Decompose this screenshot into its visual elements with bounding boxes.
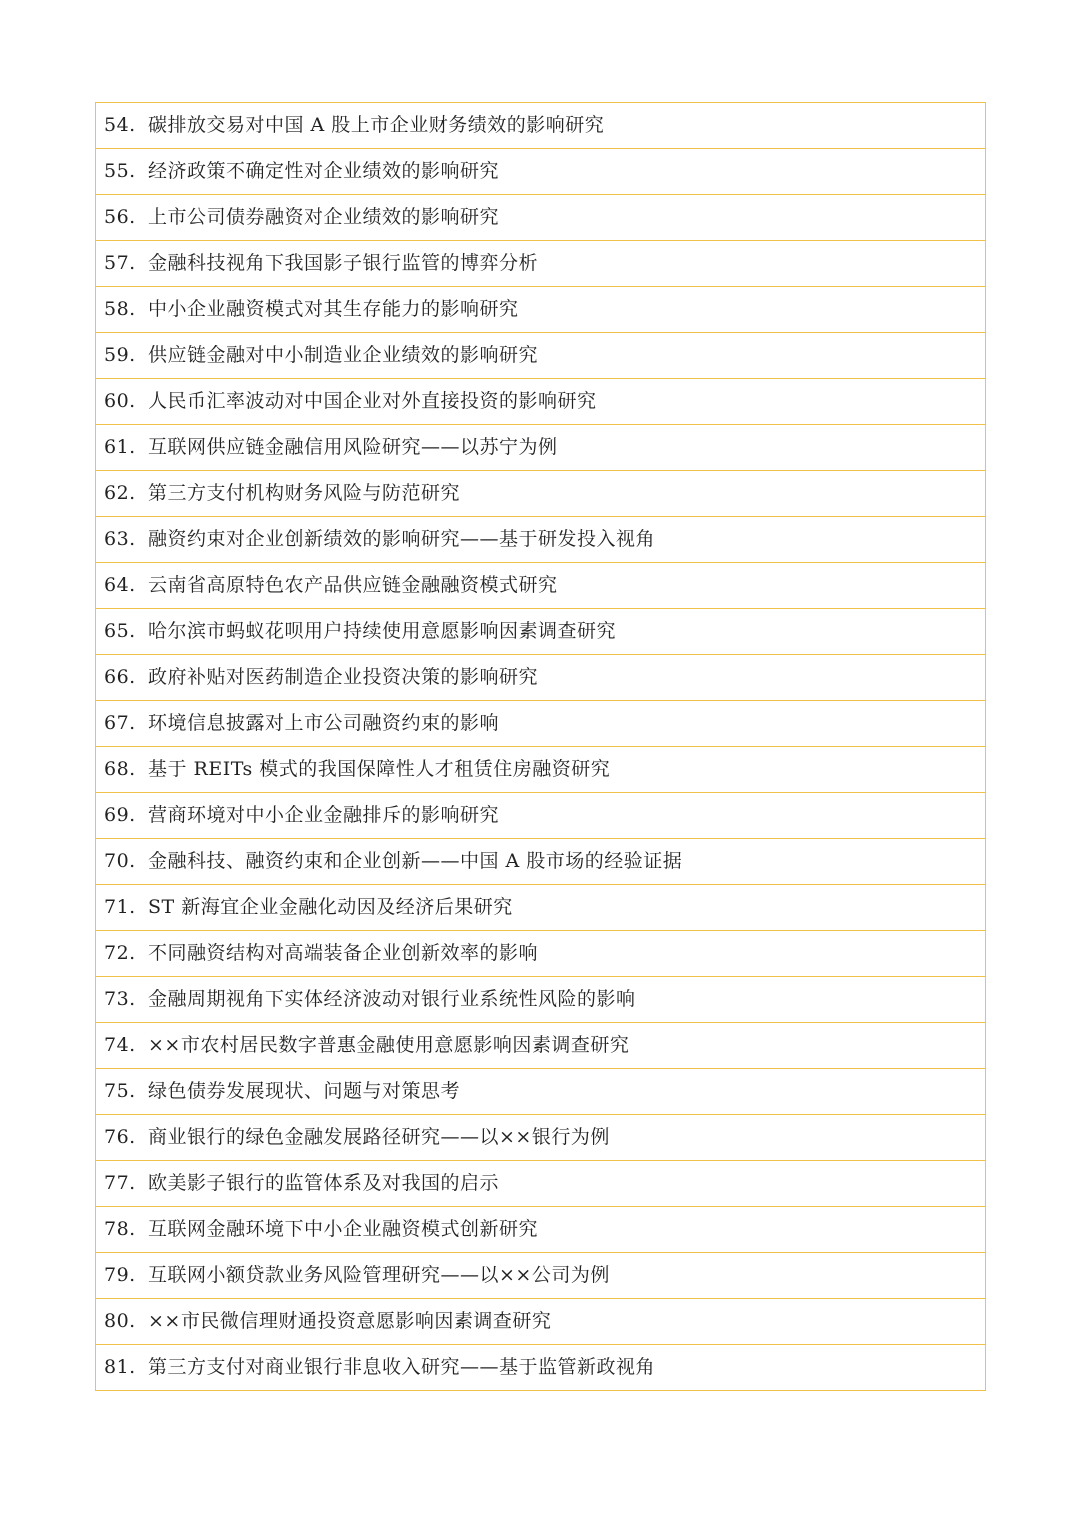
topic-cell (96, 977, 986, 1023)
topic-cell (96, 195, 986, 241)
topic-cell (96, 655, 986, 701)
topic-number: 65. (104, 620, 136, 642)
table-row (96, 241, 986, 287)
topic-number: 76. (104, 1126, 136, 1148)
topic-title: 政府补贴对医药制造企业投资决策的影响研究 (148, 666, 539, 688)
topic-title: ××市民微信理财通投资意愿影响因素调查研究 (148, 1310, 552, 1332)
topic-cell (96, 885, 986, 931)
topic-title: 上市公司债券融资对企业绩效的影响研究 (148, 206, 500, 228)
topic-cell (96, 287, 986, 333)
topic-title: 基于 REITs 模式的我国保障性人才租赁住房融资研究 (148, 758, 611, 780)
topic-number: 73. (104, 988, 136, 1010)
topic-list-table (95, 102, 986, 1391)
table-row (96, 1345, 986, 1391)
topic-cell (96, 149, 986, 195)
topic-cell (96, 609, 986, 655)
table-row (96, 655, 986, 701)
table-row (96, 425, 986, 471)
topic-title: ST 新海宜企业金融化动因及经济后果研究 (148, 896, 513, 918)
topic-cell (96, 1345, 986, 1391)
topic-number: 80. (104, 1310, 136, 1332)
topic-number: 68. (104, 758, 136, 780)
table-row (96, 149, 986, 195)
topic-title: 云南省高原特色农产品供应链金融融资模式研究 (148, 574, 558, 596)
topic-title: 互联网供应链金融信用风险研究——以苏宁为例 (148, 436, 558, 458)
topic-number: 66. (104, 666, 136, 688)
topic-number: 63. (104, 528, 136, 550)
topic-title: ××市农村居民数字普惠金融使用意愿影响因素调查研究 (148, 1034, 630, 1056)
topic-cell (96, 839, 986, 885)
table-row (96, 195, 986, 241)
topic-cell (96, 793, 986, 839)
table-row (96, 1299, 986, 1345)
table-row (96, 701, 986, 747)
topic-cell (96, 1069, 986, 1115)
topic-title: 第三方支付对商业银行非息收入研究——基于监管新政视角 (148, 1356, 656, 1378)
table-row (96, 517, 986, 563)
table-row (96, 563, 986, 609)
topic-number: 75. (104, 1080, 136, 1102)
topic-number: 67. (104, 712, 136, 734)
table-row (96, 977, 986, 1023)
table-row (96, 747, 986, 793)
topic-cell (96, 1253, 986, 1299)
topic-cell (96, 1299, 986, 1345)
topic-title: 第三方支付机构财务风险与防范研究 (148, 482, 461, 504)
topic-cell (96, 425, 986, 471)
topic-cell (96, 701, 986, 747)
topic-cell (96, 1207, 986, 1253)
table-row (96, 1115, 986, 1161)
table-row (96, 1253, 986, 1299)
table-row (96, 839, 986, 885)
topic-number: 54. (104, 114, 136, 136)
topic-cell (96, 471, 986, 517)
table-row (96, 287, 986, 333)
table-row (96, 885, 986, 931)
topic-cell (96, 241, 986, 287)
table-row (96, 379, 986, 425)
topic-number: 72. (104, 942, 136, 964)
topic-title: 金融科技视角下我国影子银行监管的博弈分析 (148, 252, 539, 274)
topic-number: 70. (104, 850, 136, 872)
topic-title: 欧美影子银行的监管体系及对我国的启示 (148, 1172, 500, 1194)
topic-title: 不同融资结构对高端装备企业创新效率的影响 (148, 942, 539, 964)
topic-title: 互联网金融环境下中小企业融资模式创新研究 (148, 1218, 539, 1240)
topic-number: 55. (104, 160, 136, 182)
topic-number: 64. (104, 574, 136, 596)
topic-number: 78. (104, 1218, 136, 1240)
topic-title: 金融周期视角下实体经济波动对银行业系统性风险的影响 (148, 988, 636, 1010)
topic-title: 互联网小额贷款业务风险管理研究——以××公司为例 (148, 1264, 610, 1286)
table-row (96, 1207, 986, 1253)
table-row (96, 103, 986, 149)
topic-number: 74. (104, 1034, 136, 1056)
topic-number: 69. (104, 804, 136, 826)
topic-title: 环境信息披露对上市公司融资约束的影响 (148, 712, 500, 734)
topic-number: 79. (104, 1264, 136, 1286)
topic-title: 人民币汇率波动对中国企业对外直接投资的影响研究 (148, 390, 597, 412)
table-row (96, 931, 986, 977)
topic-number: 62. (104, 482, 136, 504)
topic-title: 营商环境对中小企业金融排斥的影响研究 (148, 804, 500, 826)
table-row (96, 793, 986, 839)
topic-title: 供应链金融对中小制造业企业绩效的影响研究 (148, 344, 539, 366)
topic-cell (96, 563, 986, 609)
topic-cell (96, 103, 986, 149)
table-row (96, 1069, 986, 1115)
table-row (96, 1161, 986, 1207)
topic-number: 56. (104, 206, 136, 228)
topic-number: 61. (104, 436, 136, 458)
topic-title: 商业银行的绿色金融发展路径研究——以××银行为例 (148, 1126, 610, 1148)
topic-cell (96, 1115, 986, 1161)
table-row (96, 609, 986, 655)
topic-cell (96, 379, 986, 425)
topic-cell (96, 517, 986, 563)
topic-number: 60. (104, 390, 136, 412)
topic-cell (96, 333, 986, 379)
table-row (96, 471, 986, 517)
topic-title: 中小企业融资模式对其生存能力的影响研究 (148, 298, 519, 320)
topic-cell (96, 1023, 986, 1069)
topic-number: 81. (104, 1356, 136, 1378)
topic-number: 57. (104, 252, 136, 274)
topic-title: 绿色债券发展现状、问题与对策思考 (148, 1080, 461, 1102)
topic-title: 经济政策不确定性对企业绩效的影响研究 (148, 160, 500, 182)
topic-title: 金融科技、融资约束和企业创新——中国 A 股市场的经验证据 (148, 850, 683, 872)
topic-number: 71. (104, 896, 136, 918)
topic-number: 77. (104, 1172, 136, 1194)
topic-title: 碳排放交易对中国 A 股上市企业财务绩效的影响研究 (148, 114, 605, 136)
topic-number: 58. (104, 298, 136, 320)
topic-title: 哈尔滨市蚂蚁花呗用户持续使用意愿影响因素调查研究 (148, 620, 617, 642)
table-row (96, 333, 986, 379)
topic-title: 融资约束对企业创新绩效的影响研究——基于研发投入视角 (148, 528, 656, 550)
topic-cell (96, 1161, 986, 1207)
topic-cell (96, 931, 986, 977)
table-row (96, 1023, 986, 1069)
topic-list-body (96, 103, 986, 1391)
topic-number: 59. (104, 344, 136, 366)
topic-cell (96, 747, 986, 793)
